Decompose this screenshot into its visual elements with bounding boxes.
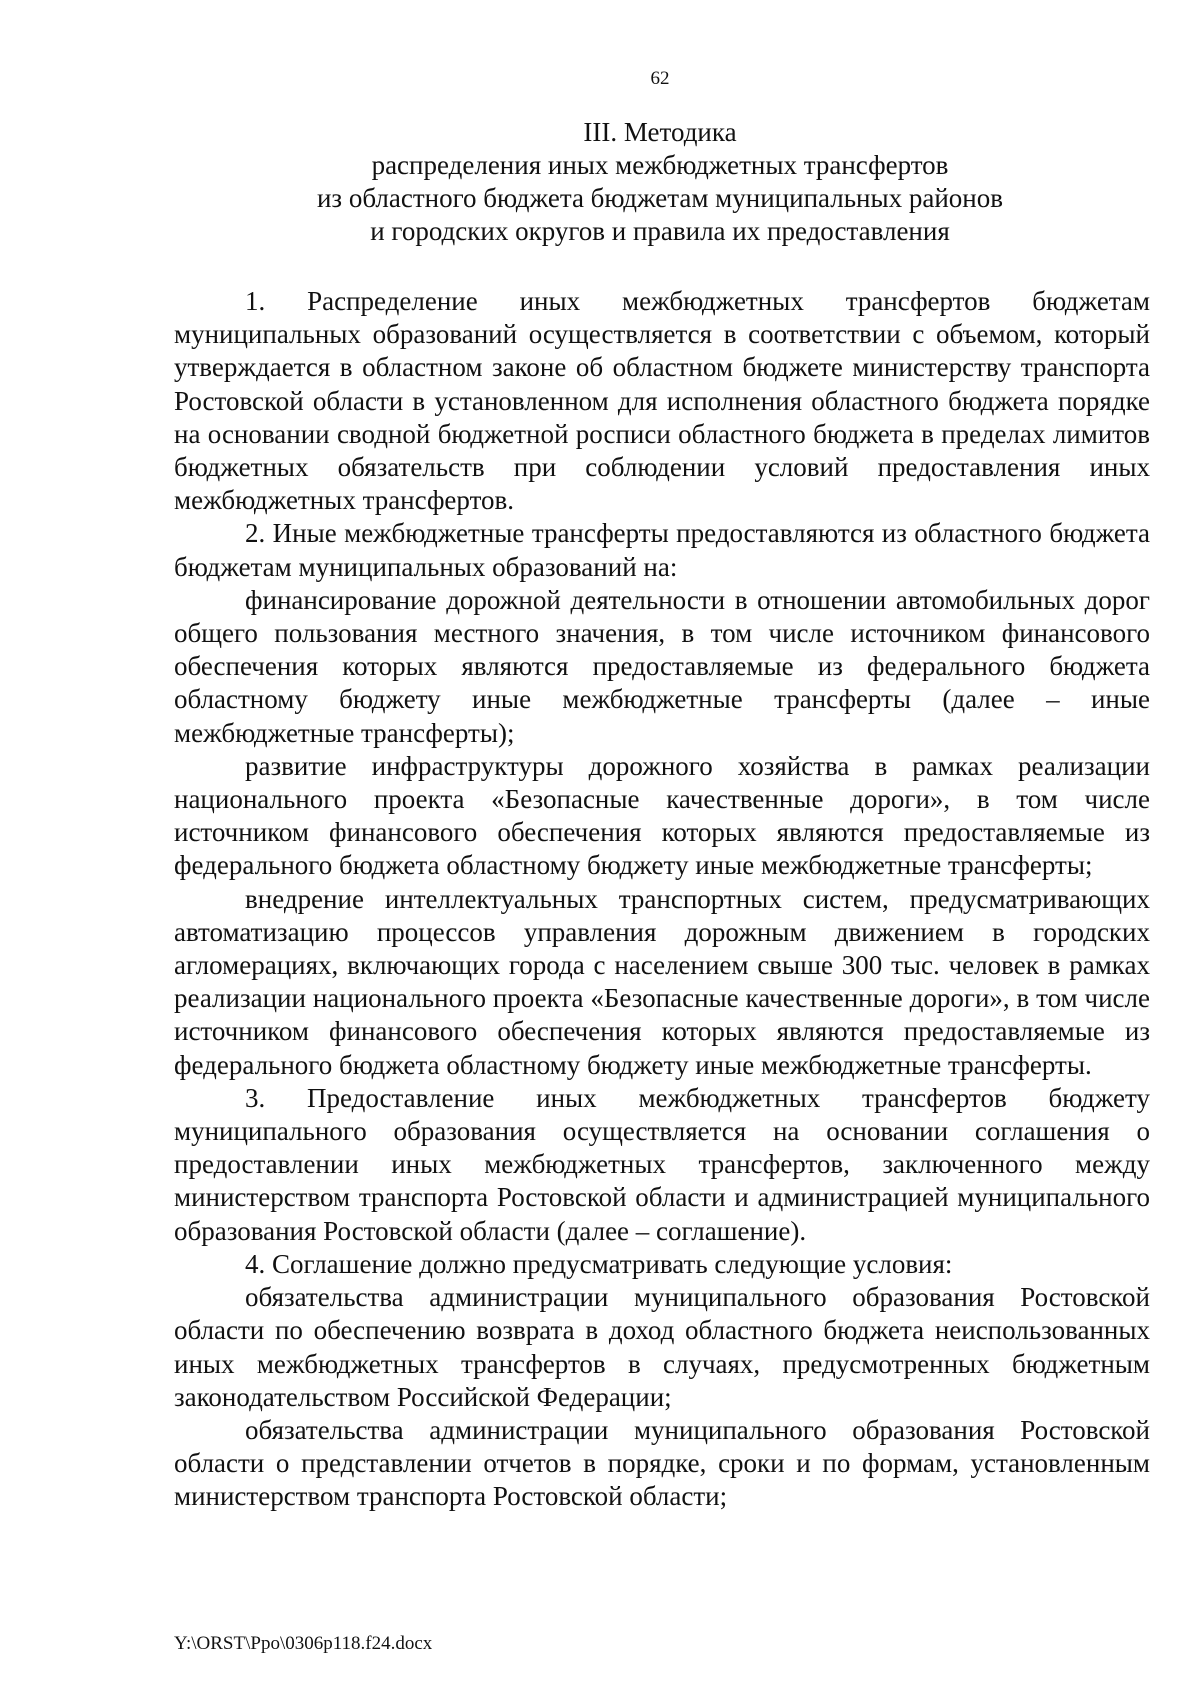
paragraph: 2. Иные межбюджетные трансферты предоставляются из областного бюджета бюджетам муниципальных образований на: — [174, 518, 1150, 582]
page-number: 62 — [650, 68, 670, 89]
heading-line: III. Методика — [583, 117, 737, 147]
section-heading — [170, 116, 1150, 248]
paragraph: обязательства администрации муниципального образования Ростовской области по обеспечению возврата в доход областного бюджета неиспользованных иных межбюджетных трансфертов в случаях, предусмотренных бюджетным законодательством Российской Федерации; — [174, 1282, 1150, 1412]
heading-line: из областного бюджета бюджетам муниципальных районов — [316, 183, 1003, 213]
heading-line: и городских округов и правила их предоставления — [370, 216, 950, 246]
paragraph: развитие инфраструктуры дорожного хозяйства в рамках реализации национального проекта «Безопасные качественные дороги», в том числе источником финансового обеспечения которых являются предоставляемые из федерального бюджета областному бюджету иные межбюджетные трансферты; — [174, 750, 1150, 881]
paragraph: обязательства администрации муниципального образования Ростовской области о представлении отчетов в порядке, сроки и по формам, установленным министерством транспорта Ростовской области; — [174, 1414, 1150, 1512]
paragraph: 1. Распределение иных межбюджетных трансфертов бюджетам муниципальных образований осуществляется в соответствии с объемом, который утверждается в областном законе об областном бюджете министерству транспорта Ростовской области в установленном для исполнения областного бюджета порядке на основании сводной бюджетной росписи областного бюджета в пределах лимитов бюджетных обязательств при соблюдении условий предоставления иных межбюджетных трансфертов. — [174, 286, 1150, 516]
file-path-footer: Y:\ORST\Ppo\0306p118.f24.docx — [174, 1633, 433, 1654]
paragraph: 4. Соглашение должно предусматривать следующие условия: — [245, 1248, 953, 1279]
paragraph: финансирование дорожной деятельности в отношении автомобильных дорог общего пользования местного значения, в том числе источником финансового обеспечения которых являются предоставляемые из федерального бюджета областному бюджету иные межбюджетные трансферты (далее – иные межбюджетные трансферты); — [174, 584, 1150, 748]
document-body — [174, 285, 1150, 1514]
paragraph: 3. Предоставление иных межбюджетных трансфертов бюджету муниципального образования осуществляется на основании соглашения о предоставлении иных межбюджетных трансфертов, заключенного между министерством транспорта Ростовской области и администрацией муниципального образования Ростовской области (далее – соглашение). — [174, 1082, 1150, 1246]
heading-line: распределения иных межбюджетных трансфертов — [371, 150, 949, 180]
paragraph: внедрение интеллектуальных транспортных систем, предусматривающих автоматизацию процессов управления дорожным движением в городских агломерациях, включающих города с населением свыше 300 тыс. человек в рамках реализации национального проекта «Безопасные качественные дороги», в том числе источником финансового обеспечения которых являются предоставляемые из федерального бюджета областному бюджету иные межбюджетные трансферты. — [174, 883, 1150, 1080]
